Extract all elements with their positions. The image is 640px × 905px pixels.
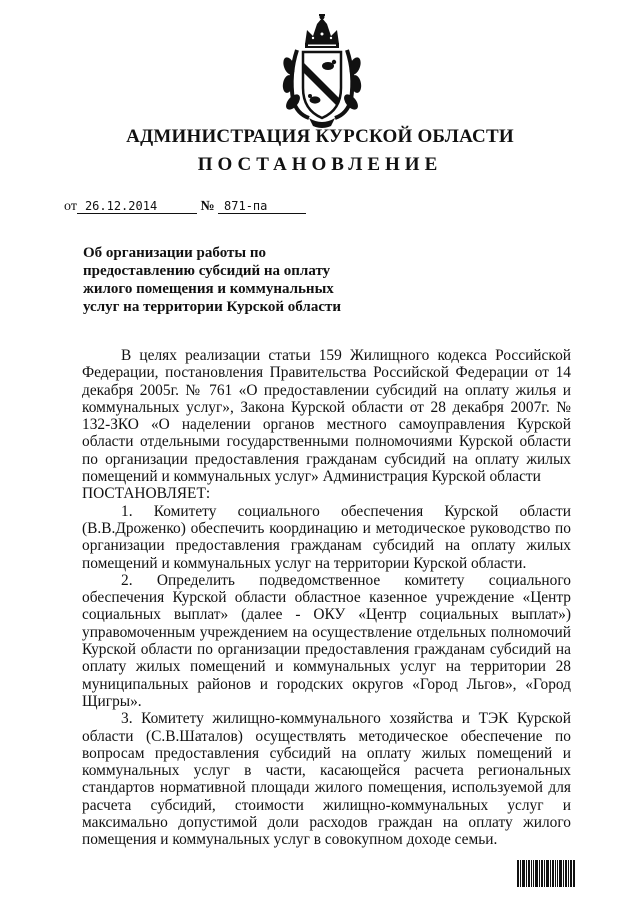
subject-line: жилого помещения и коммунальных: [83, 281, 334, 297]
document-body: [82, 347, 571, 849]
number-label: №: [200, 199, 215, 214]
subject-line: Об организации работы по: [83, 245, 266, 261]
date-label: от: [64, 199, 77, 214]
document-date-number-line: [64, 199, 306, 215]
resolves-label: ПОСТАНОВЛЯЕТ:: [82, 485, 211, 503]
document-number: 871-па: [218, 199, 306, 214]
organization-title: АДМИНИСТРАЦИЯ КУРСКОЙ ОБЛАСТИ: [126, 126, 514, 147]
preamble-paragraph: В целях реализации статьи 159 Жилищного кодекса Российской Федерации, постановления Правительства Российской Федерации от 14 декабря 2005г. № 761 «О предоставлении субсидий на оплату жилья и коммунальных услуг», Закона Курской области от 28 декабря 2007г. № 132-ЗКО «О наделении органов местного самоуправления Курской области отдельными государственными полномочиями Курской области по организации предоставления гражданам субсидий на оплату жилых помещений и коммунальных услуг» Администрация Курской области: [82, 347, 571, 486]
subject-line: предоставлению субсидий на оплату: [83, 263, 331, 279]
item-paragraph-1: 1. Комитету социального обеспечения Курской области (В.В.Дроженко) обеспечить координацию и методическое руководство по организации предоставления гражданам субсидий на оплату жилых помещений и коммунальных услуг на территории Курской области.: [82, 502, 571, 572]
item-paragraph-2: 2. Определить подведомственное комитету социального обеспечения Курской области областное казенное учреждение «Центр социальных выплат» (далее - ОКУ «Центр социальных выплат») управомоченным учреждением на осуществление отдельных полномочий Курской области по организации предоставления гражданам субсидий на оплату жилых помещений и коммунальных услуг на территории 28 муниципальных районов и городских округов «Город Льгов», «Город Щигры».: [82, 571, 571, 710]
subject-line: услуг на территории Курской области: [83, 299, 342, 315]
document-type-title: ПОСТАНОВЛЕНИЕ: [197, 154, 443, 175]
item-paragraph-3: 3. Комитету жилищно-коммунального хозяйства и ТЭК Курской области (С.В.Шаталов) осуществлять методическое обеспечение по вопросам предоставления субсидий на оплату жилых помещений и коммунальных услуг в части, касающейся расчета региональных стандартов нормативной площади жилого помещения, используемой для расчета субсидий, стоимости жилищно-коммунальных услуг и максимально допустимой доли расходов граждан на оплату жилого помещения и коммунальных услуг в совокупном доходе семьи.: [82, 710, 571, 849]
document-subject: [83, 244, 373, 316]
document-date: 26.12.2014: [77, 199, 197, 214]
coat-of-arms-icon: [275, 14, 369, 130]
barcode-icon: [517, 860, 575, 887]
